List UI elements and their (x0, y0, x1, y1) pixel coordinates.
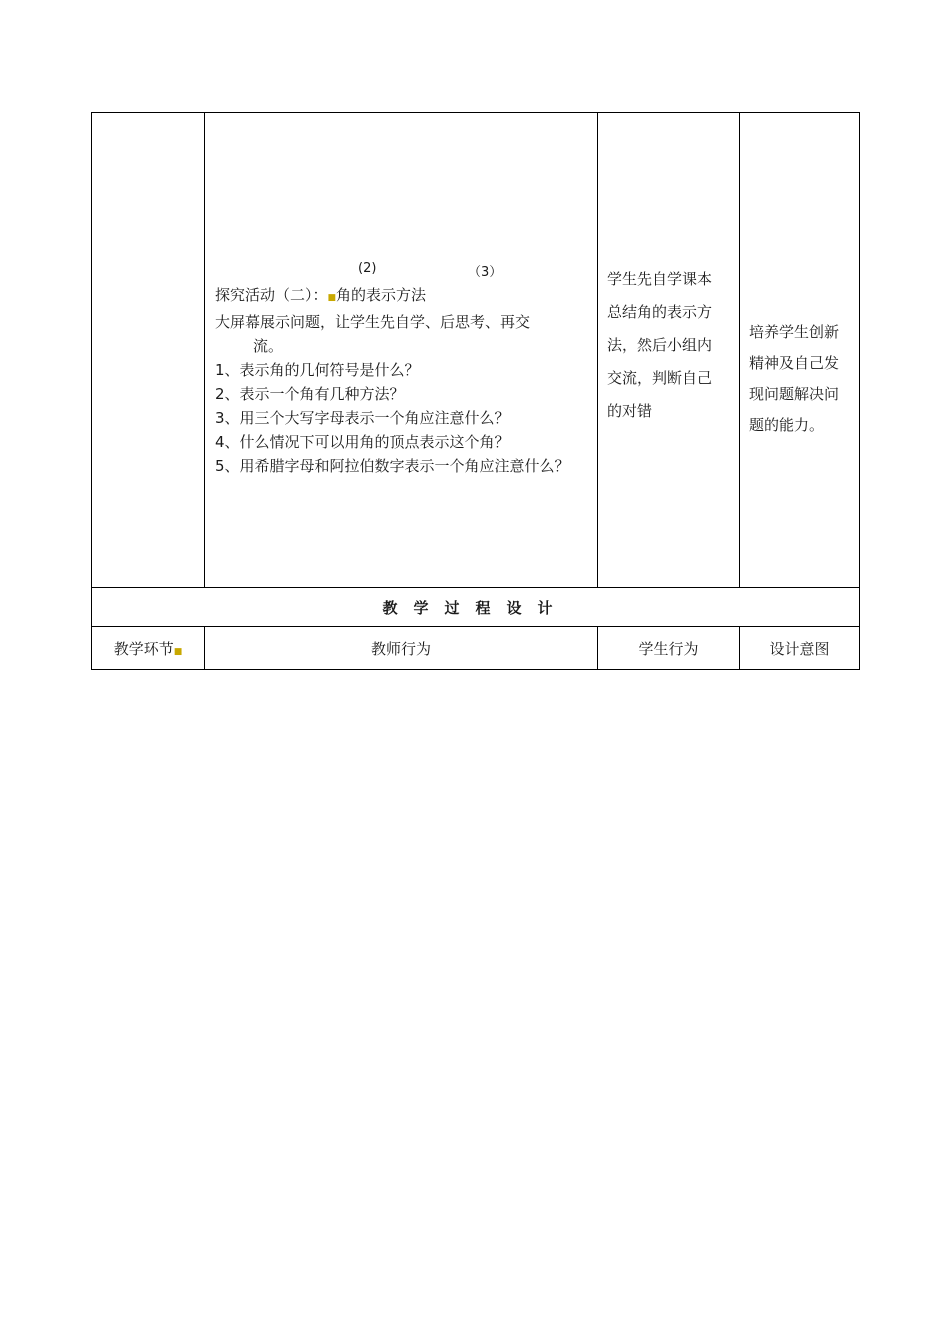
header-intent: 设计意图 (740, 627, 860, 670)
intent-cell (740, 113, 860, 588)
question-3: 3、用三个大写字母表示一个角应注意什么？ (215, 409, 510, 427)
stage-cell (92, 113, 205, 588)
figure-label-2: (2) (358, 261, 377, 276)
student-line: 的对错 (607, 402, 653, 420)
header-stage: 教学环节■ (92, 627, 205, 670)
header-teacher: 教师行为 (205, 627, 598, 670)
intent-line: 培养学生创新 (749, 323, 840, 341)
intent-line: 题的能力。 (749, 416, 825, 434)
lesson-plan-table (91, 112, 860, 670)
question-4: 4、什么情况下可以用角的顶点表示这个角？ (215, 433, 510, 451)
header-student: 学生行为 (598, 627, 740, 670)
student-line: 学生先自学课本 (607, 270, 713, 288)
teacher-cell (205, 113, 598, 588)
intent-text (749, 317, 853, 441)
section-title: 教学过程设计 (92, 588, 860, 627)
teacher-text (215, 283, 591, 478)
intent-line: 精神及自己发 (749, 354, 840, 372)
student-line: 法，然后小组内 (607, 336, 713, 354)
marker-dot: ■ (173, 646, 183, 657)
student-line: 交流，判断自己 (607, 369, 713, 387)
column-header-row (92, 627, 860, 670)
figure-label-3: （3） (468, 265, 503, 280)
intro-line: 大屏幕展示问题，让学生先自学、后思考、再交 (215, 313, 531, 331)
student-cell (598, 113, 740, 588)
intro-line-cont: 流。 (253, 337, 284, 355)
section-title-row (92, 588, 860, 627)
activity-title: 探究活动（二）：■角的表示方法 (215, 286, 427, 304)
question-5: 5、用希腊字母和阿拉伯数字表示一个角应注意什么？ (215, 457, 570, 475)
figure-labels (205, 261, 597, 279)
intent-line: 现问题解决问 (749, 385, 840, 403)
student-text (607, 263, 733, 428)
question-1: 1、表示角的几何符号是什么？ (215, 361, 420, 379)
activity-row (92, 113, 860, 588)
marker-dot: ■ (327, 293, 337, 303)
student-line: 总结角的表示方 (607, 303, 713, 321)
question-2: 2、表示一个角有几种方法？ (215, 385, 405, 403)
